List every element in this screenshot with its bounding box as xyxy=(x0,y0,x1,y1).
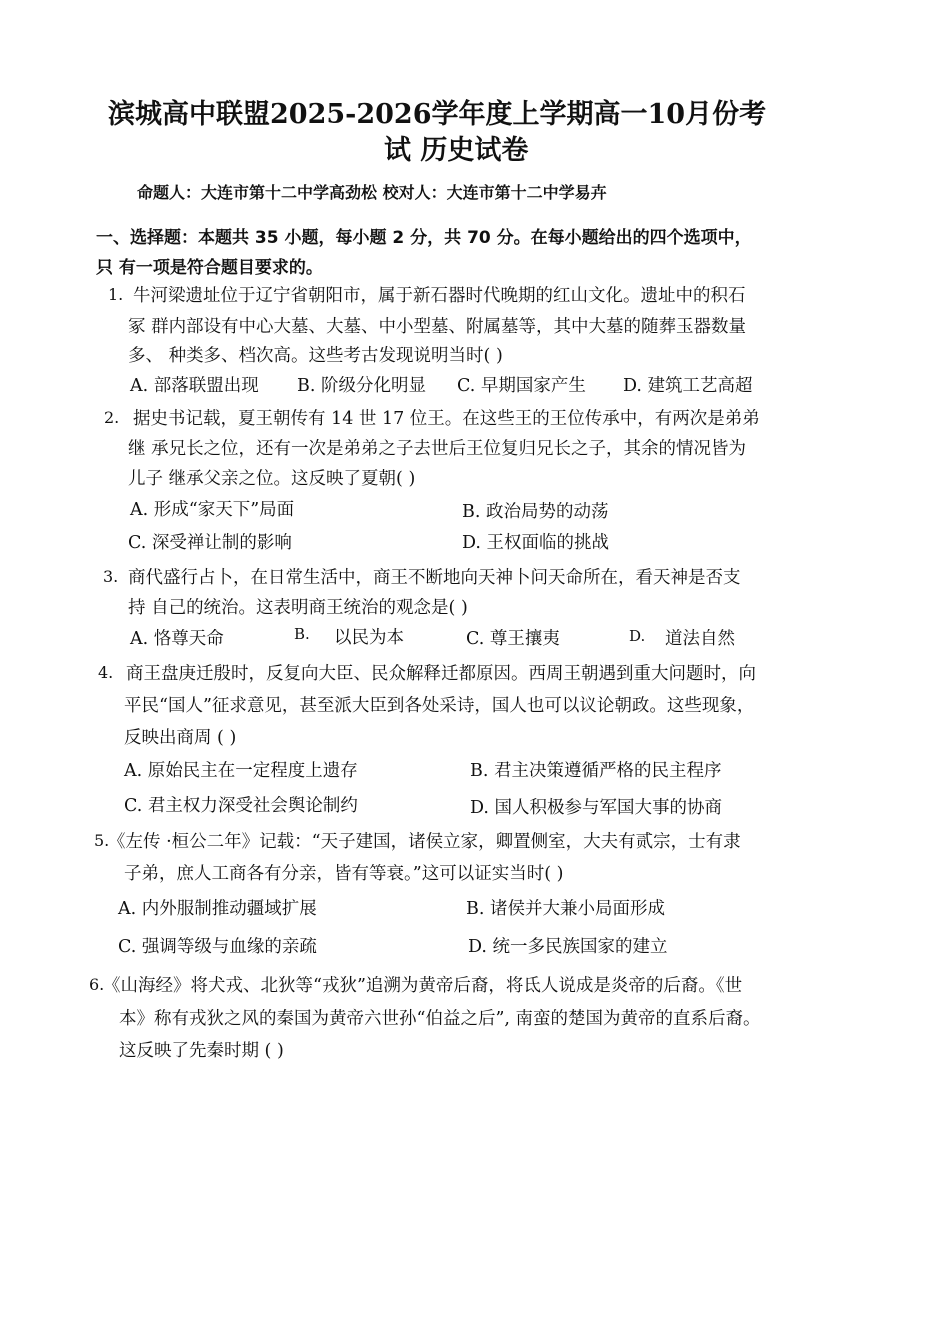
section-heading-line1: 一、选择题：本题共 35 小题，每小题 2 分，共 70 分。在每小题给出的四个选项中， xyxy=(96,228,752,248)
question-text-line: 据史书记载，夏王朝传有 14 世 17 位王。在这些王的王位传承中，有两次是弟弟 xyxy=(133,409,760,429)
option-c: C. 强调等级与血缘的亲疏 xyxy=(118,937,317,957)
option-b: 以民为本 xyxy=(334,628,404,648)
question-text-line: 平民“国人”征求意见，甚至派大臣到各处采诗，国人也可以议论朝政。这些现象， xyxy=(124,696,755,716)
option-a: A. 形成“家天下”局面 xyxy=(130,500,295,520)
option-a: A. 恪尊天命 xyxy=(130,629,224,649)
option-b: B. 阶级分化明显 xyxy=(297,376,426,396)
question-text-line: 子弟，庶人工商各有分亲，皆有等衰。”这可以证实当时( ) xyxy=(124,864,564,884)
question-number: 4. xyxy=(98,663,114,682)
option-c: C. 尊王攘夷 xyxy=(466,629,560,649)
option-d: D. 国人积极参与军国大事的协商 xyxy=(470,798,723,818)
option-b: B. 君主决策遵循严格的民主程序 xyxy=(470,761,722,781)
question-text-line: 本》称有戎狄之风的秦国为黄帝六世孙“伯益之后”, 南蛮的楚国为黄帝的直系后裔。 xyxy=(119,1009,761,1029)
question-text-line: 这反映了先秦时期 ( ) xyxy=(119,1041,284,1061)
question-text-line: 冢 群内部设有中心大墓、大墓、中小型墓、附属墓等，其中大墓的随葬玉器数量 xyxy=(128,317,747,337)
option-d: D. 王权面临的挑战 xyxy=(462,533,610,553)
page-title-line2: 试 历史试卷 xyxy=(384,135,529,166)
option-b: B. 诸侯并大兼小局面形成 xyxy=(466,899,665,919)
question-text-line: 牛河梁遗址位于辽宁省朝阳市，属于新石器时代晚期的红山文化。遗址中的积石 xyxy=(133,286,746,306)
option-d: D. 统一多民族国家的建立 xyxy=(468,937,668,957)
authors-line: 命题人：大连市第十二中学高劲松 校对人：大连市第十二中学易卉 xyxy=(137,183,607,202)
option-b: B. 政治局势的动荡 xyxy=(462,502,609,522)
question-text-line: 儿子 继承父亲之位。这反映了夏朝( ) xyxy=(128,469,416,489)
option-c: C. 深受禅让制的影响 xyxy=(128,533,292,553)
option-b-letter: B. xyxy=(294,625,310,643)
question-number: 2. xyxy=(104,408,120,427)
option-d: D. 建筑工艺高超 xyxy=(623,376,753,396)
question-text-line: 《左传 ·桓公二年》记载：“天子建国，诸侯立家，卿置侧室，大夫有贰宗，士有隶 xyxy=(108,832,741,852)
question-number: 6. xyxy=(89,975,105,994)
question-text-line: 商王盘庚迁殷时，反复向大臣、民众解释迁都原因。西周王朝遇到重大问题时，向 xyxy=(126,664,756,684)
option-a: A. 原始民主在一定程度上遗存 xyxy=(124,761,358,781)
question-number: 3. xyxy=(103,567,119,586)
question-text-line: 反映出商周 ( ) xyxy=(124,728,237,748)
question-text-line: 继 承兄长之位，还有一次是弟弟之子去世后王位复归兄长之子，其余的情况皆为 xyxy=(128,439,747,459)
question-text-line: 《山海经》将犬戎、北狄等“戎狄”追溯为黄帝后裔，将氐人说成是炎帝的后裔。《世 xyxy=(103,976,743,996)
page-title-line1: 滨城高中联盟2025-2026学年度上学期高一10月份考 xyxy=(108,99,767,130)
question-text-line: 多、 种类多、档次高。这些考古发现说明当时( ) xyxy=(128,346,503,366)
option-c: C. 早期国家产生 xyxy=(457,376,586,396)
option-d: 道法自然 xyxy=(665,629,735,649)
option-c: C. 君主权力深受社会舆论制约 xyxy=(124,796,358,816)
question-number: 1. xyxy=(108,285,124,304)
section-heading-line2: 只 有一项是符合题目要求的。 xyxy=(96,258,323,278)
option-a: A. 部落联盟出现 xyxy=(130,376,259,396)
question-text-line: 商代盛行占卜，在日常生活中，商王不断地向天神卜问天命所在，看天神是否支 xyxy=(128,568,741,588)
question-text-line: 持 自己的统治。这表明商王统治的观念是( ) xyxy=(128,598,468,618)
question-number: 5. xyxy=(94,831,110,850)
option-a: A. 内外服制推动疆域扩展 xyxy=(118,899,317,919)
option-d-letter: D. xyxy=(629,627,646,645)
